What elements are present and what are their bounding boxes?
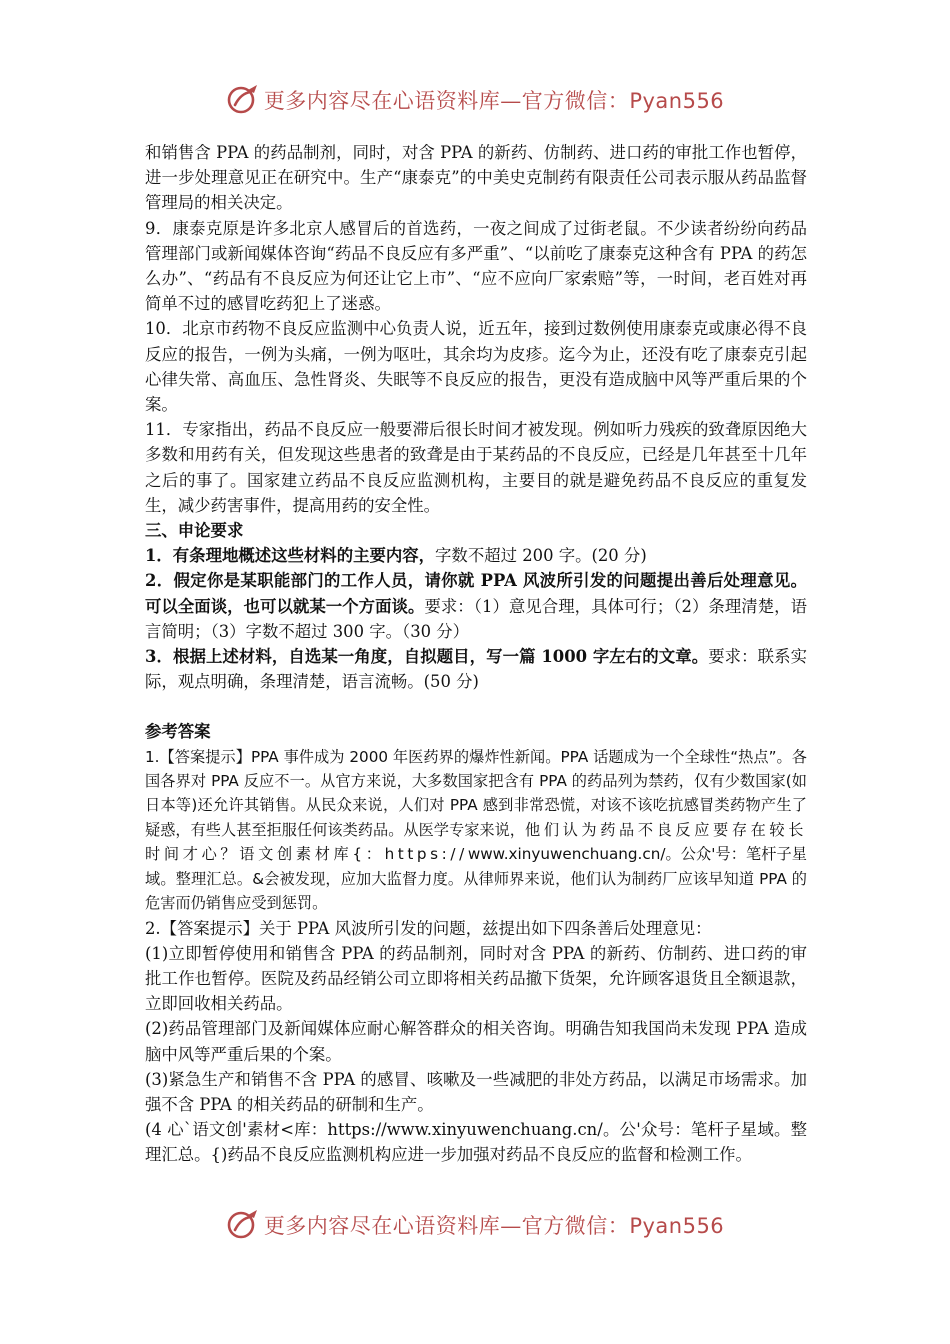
header-banner xyxy=(0,80,950,120)
answers-heading: 参考答案 xyxy=(145,722,211,742)
paragraph-continued: 和销售含 PPA 的药品制剂，同时，对含 PPA 的新药、仿制药、进口药的审批工作也暂停，进一步处理意见正在研究中。生产“康泰克”的中美史克制药有限责任公司表示服从药品监督管理局的相关决定。 xyxy=(145,143,807,213)
section-heading-requirements: 三、申论要求 xyxy=(145,521,244,541)
banner-text: 更多内容尽在心语资料库—官方微信：Pyan556 xyxy=(263,89,725,113)
paragraph-10: 10．北京市药物不良反应监测中心负责人说，近五年，接到过数例使用康泰克或康必得不良反应的报告，一例为头痛，一例为呕吐，其余均为皮疹。迄今为止，还没有吃了康泰克引起心律失常、高血压、急性肾炎、失眠等不良反应的报告，更没有造成脑中风等严重后果的个案。 xyxy=(145,319,807,415)
question-2: 2．假定你是某职能部门的工作人员，请你就 PPA 风波所引发的问题提出善后处理意见。可以全面谈，也可以就某一个方面谈。要求：（1）意见合理，具体可行；（2）条理清楚，语言简明；（3）字数不超过 300 字。（30 分） xyxy=(145,571,807,641)
answer-2-item-3: (3)紧急生产和销售不含 PPA 的感冒、咳嗽及一些减肥的非处方药品，以满足市场需求。加强不含 PPA 的相关药品的研制和生产。 xyxy=(145,1069,807,1114)
brush-logo-icon xyxy=(226,83,260,117)
answer-1: 1.【答案提示】PPA 事件成为 2000 年医药界的爆炸性新闻。PPA 话题成为一个全球性“热点”。各国各界对 PPA 反应不一。从官方来说，大多数国家把含有 PPA 的药品列为禁药，仅有少数国家(如日本等)还允许其销售。从民众来说，人们对 PPA 感到非常恐慌，对该不该吃抗感冒类药物产生了疑惑，有些人甚至拒服任何该类药品。从医学专家来说，他们认为药品不良反应要存在较长时间才心？语文创素材库{：https://www.xinyuwenchuang.cn/。公众'号：笔杆子星域。整理汇总。&会被发现，应加大监督力度。从律师界来说，他们认为制药厂应该早知道 PPA 的危害而仍销售应受到惩罚。 xyxy=(145,747,808,913)
spacer xyxy=(145,694,807,719)
answer-2-intro: 2.【答案提示】关于 PPA 风波所引发的问题，兹提出如下四条善后处理意见： xyxy=(145,918,712,938)
document-body xyxy=(145,140,807,1168)
brush-logo-icon xyxy=(226,1208,260,1242)
footer-banner xyxy=(0,1205,950,1245)
question-1: 1．有条理地概述这些材料的主要内容，字数不超过 200 字。(20 分) xyxy=(145,546,647,566)
answer-2-item-1: (1)立即暂停使用和销售含 PPA 的药品制剂，同时对含 PPA 的新药、仿制药、进口药的审批工作也暂停。医院及药品经销公司立即将相关药品撤下货架，允许顾客退货且全额退款，立即回收相关药品。 xyxy=(145,943,807,1014)
question-3: 3．根据上述材料，自选某一角度，自拟题目，写一篇 1000 字左右的文章。要求：联系实际，观点明确，条理清楚，语言流畅。(50 分) xyxy=(145,647,808,692)
banner-text: 更多内容尽在心语资料库—官方微信：Pyan556 xyxy=(263,1214,725,1238)
answer-2-item-4: (4 心`语文创'素材<库：https://www.xinyuwenchuang.cn/。公'众号：笔杆子星域。整理汇总。{)药品不良反应监测机构应进一步加强对药品不良反应的监督和检测工作。 xyxy=(145,1120,807,1165)
paragraph-9: 9．康泰克原是许多北京人感冒后的首选药，一夜之间成了过街老鼠。不少读者纷纷向药品管理部门或新闻媒体咨询“药品不良反应有多严重”、“以前吃了康泰克这种含有 PPA 的药怎么办”、“药品有不良反应为何还让它上市”、“应不应向厂家索赔”等，一时间，老百姓对再简单不过的感冒吃药犯上了迷惑。 xyxy=(145,218,807,314)
paragraph-11: 11．专家指出，药品不良反应一般要滞后很长时间才被发现。例如听力残疾的致聋原因绝大多数和用药有关，但发现这些患者的致聋是由于某药品的不良反应，已经是几年甚至十几年之后的事了。国家建立药品不良反应监测机构，主要目的就是避免药品不良反应的重复发生，减少药害事件，提高用药的安全性。 xyxy=(145,420,807,515)
answer-2-item-2: (2)药品管理部门及新闻媒体应耐心解答群众的相关咨询。明确告知我国尚未发现 PPA 造成脑中风等严重后果的个案。 xyxy=(145,1019,807,1064)
